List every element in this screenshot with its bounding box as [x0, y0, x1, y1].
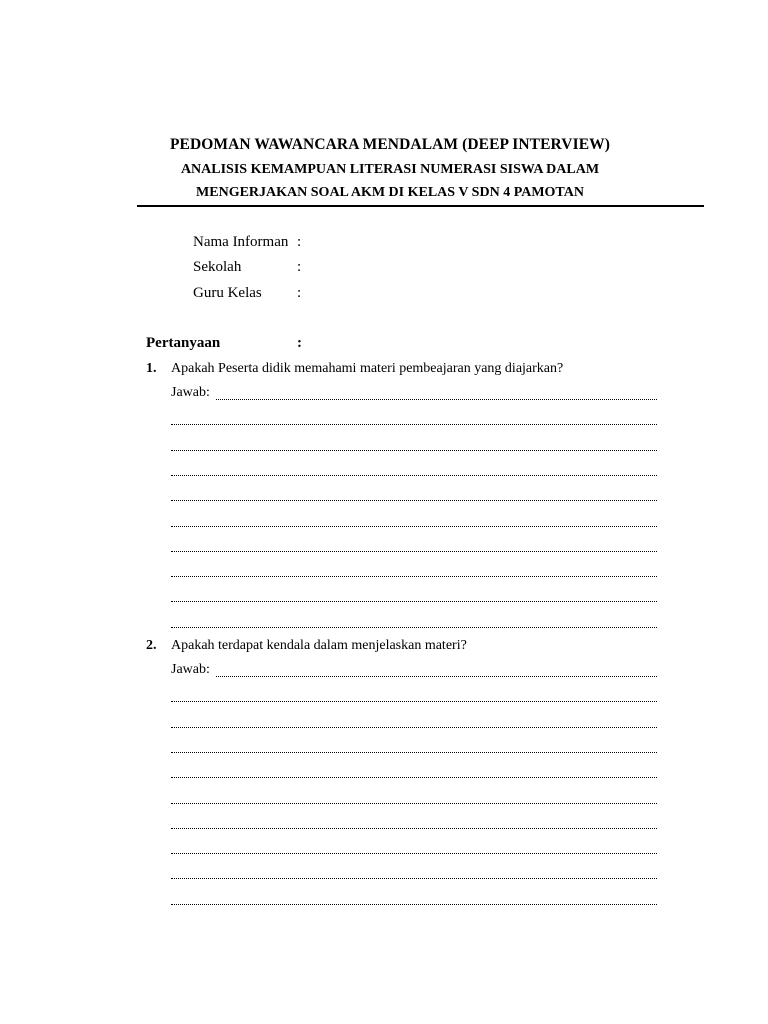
question-1-answer-line	[171, 385, 657, 403]
dotted-line	[171, 803, 657, 804]
dotted-line	[171, 727, 657, 728]
questions-heading: Pertanyaan	[146, 335, 221, 351]
question-2-answer-line	[171, 763, 657, 781]
dotted-line	[171, 601, 657, 602]
question-1-answer-line	[171, 436, 657, 454]
question-2-answer-line	[171, 738, 657, 756]
question-1-answer-line	[171, 486, 657, 504]
dotted-line	[171, 878, 657, 879]
question-1-answer-line	[171, 512, 657, 530]
dotted-line	[171, 475, 657, 476]
question-1-answer-line	[171, 410, 657, 428]
dotted-line	[171, 526, 657, 527]
question-1-answer-line	[171, 562, 657, 580]
question-1-number: 1.	[146, 361, 157, 376]
answer-label: Jawab:	[171, 385, 210, 400]
question-2-answer-line	[171, 814, 657, 832]
school-colon: :	[297, 259, 302, 275]
question-1-answer-line	[171, 461, 657, 479]
question-2-answer-line	[171, 662, 657, 680]
dotted-line	[171, 450, 657, 451]
question-2-answer-line	[171, 864, 657, 882]
question-1-answer-line	[171, 537, 657, 555]
dotted-line	[171, 627, 657, 628]
document-title: PEDOMAN WAWANCARA MENDALAM (DEEP INTERVIEW)	[169, 136, 611, 153]
dotted-line	[216, 399, 657, 400]
dotted-line	[171, 576, 657, 577]
dotted-line	[171, 551, 657, 552]
dotted-line	[171, 500, 657, 501]
question-2-answer-line	[171, 687, 657, 705]
dotted-line	[171, 777, 657, 778]
question-2-answer-line	[171, 713, 657, 731]
question-2-answer-line	[171, 789, 657, 807]
dotted-line	[216, 676, 657, 677]
dotted-line	[171, 752, 657, 753]
dotted-line	[171, 424, 657, 425]
class-teacher-label: Guru Kelas	[193, 285, 262, 301]
informant-name-row	[193, 234, 301, 254]
question-1-answer-line	[171, 587, 657, 605]
dotted-line	[171, 853, 657, 854]
answer-label: Jawab:	[171, 662, 210, 677]
question-2-text: Apakah terdapat kendala dalam menjelaskan materi?	[171, 638, 467, 653]
question-1-text: Apakah Peserta didik memahami materi pembeajaran yang diajarkan?	[171, 361, 564, 376]
dotted-line	[171, 828, 657, 829]
document-subtitle-line-1: ANALISIS KEMAMPUAN LITERASI NUMERASI SISWA DALAM	[180, 162, 600, 177]
informant-name-label: Nama Informan	[193, 234, 289, 250]
dotted-line	[171, 701, 657, 702]
school-label: Sekolah	[193, 259, 242, 275]
document-subtitle-line-2: MENGERJAKAN SOAL AKM DI KELAS V SDN 4 PAMOTAN	[196, 185, 584, 200]
question-2-number: 2.	[146, 638, 157, 653]
question-1-answer-line	[171, 613, 657, 631]
informant-name-colon: :	[297, 234, 302, 250]
school-row	[193, 259, 301, 279]
class-teacher-colon: :	[297, 285, 302, 301]
question-2-answer-line	[171, 890, 657, 908]
dotted-line	[171, 904, 657, 905]
header-divider	[137, 205, 704, 207]
questions-heading-colon: :	[297, 335, 302, 351]
class-teacher-row	[193, 285, 301, 305]
question-2-answer-line	[171, 839, 657, 857]
